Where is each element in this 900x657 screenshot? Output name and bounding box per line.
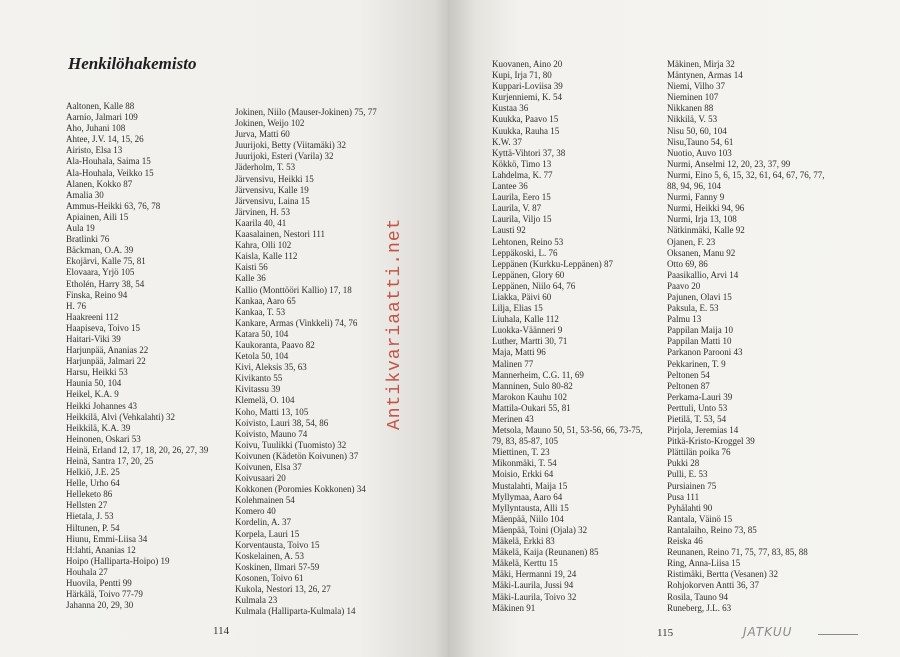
index-entry: Metsola, Mauno 50, 51, 53-56, 66, 73-75, — [492, 425, 643, 436]
index-entry: Kivi, Aleksis 35, 63 — [235, 362, 307, 373]
index-entry: Harjunpää, Jalmari 22 — [66, 356, 146, 367]
index-column-3 — [492, 59, 643, 614]
index-entry: Myllyntausta, Alli 15 — [492, 502, 569, 513]
index-entry: Bäckman, O.A. 39 — [66, 245, 134, 256]
index-entry: Mäkelä, Kerttu 15 — [492, 558, 558, 569]
index-entry: Nurmi, Fanny 9 — [667, 192, 725, 203]
index-entry: Nurmi, Anselmi 12, 20, 23, 37, 99 — [667, 158, 791, 169]
index-entry: 79, 83, 85-87, 105 — [492, 436, 558, 447]
index-entry: Paavo 20 — [667, 280, 701, 291]
index-entry: Heikel, K.A. 9 — [66, 389, 119, 400]
index-entry: Koivisto, Lauri 38, 54, 86 — [235, 417, 329, 428]
index-entry: Jokinen, Niilo (Mauser-Jokinen) 75, 77 — [235, 107, 377, 117]
index-entry: Mattila-Oukari 55, 81 — [492, 402, 571, 413]
index-entry: Paksula, E. 53 — [667, 303, 719, 314]
index-entry: Etholén, Harry 38, 54 — [66, 278, 145, 289]
index-entry: Airisto, Elsa 13 — [66, 145, 123, 156]
index-entry: Mäki, Hermanni 19, 24 — [492, 569, 577, 580]
index-entry: Pajunen, Olavi 15 — [667, 291, 732, 302]
handwritten-note: JATKUU — [743, 625, 793, 639]
index-entry: Pursiainen 75 — [667, 480, 717, 491]
index-entry: Kökkö, Timo 13 — [492, 158, 552, 169]
index-entry: Reiska 46 — [667, 536, 703, 547]
index-entry: Korpela, Lauri 15 — [235, 528, 300, 539]
index-entry: Haakreeni 112 — [66, 311, 119, 322]
watermark-text: Antikvariaatti.net — [385, 217, 405, 430]
index-entry: Leppäkoski, L. 76 — [492, 247, 558, 258]
index-entry: Niemi, Vilho 37 — [667, 81, 726, 92]
index-entry: Aarnio, Jalmari 109 — [66, 112, 138, 123]
index-entry: Ketola 50, 104 — [235, 351, 289, 362]
index-entry: Nikkilä, V. 53 — [667, 114, 718, 125]
index-entry: Laurila, Viljo 15 — [492, 214, 552, 225]
index-entry: Lilja, Elias 15 — [492, 303, 543, 314]
index-entry: Rosila, Tauno 94 — [667, 591, 728, 602]
index-entry: Pukki 28 — [667, 458, 700, 469]
index-entry: Ahtee, J.V. 14, 15, 26 — [66, 134, 144, 145]
index-entry: Mäntynen, Armas 14 — [667, 70, 743, 81]
index-entry: Kahra, Olli 102 — [235, 240, 292, 251]
index-entry: Helkiö, J.E. 25 — [66, 467, 120, 478]
index-entry: Kukola, Nestori 13, 26, 27 — [235, 584, 331, 595]
index-entry: Komero 40 — [235, 506, 276, 517]
index-entry: Koivunen (Kädetön Koivunen) 37 — [235, 450, 359, 461]
index-entry: Mäki-Laurila, Toivo 32 — [492, 591, 577, 602]
index-entry: Härkälä, Toivo 77-79 — [66, 589, 143, 600]
index-entry: Kosonen, Toivo 61 — [235, 572, 304, 583]
index-entry: Nätkinmäki, Kalle 92 — [667, 225, 745, 236]
index-entry: Kuukka, Rauha 15 — [492, 125, 560, 136]
index-entry: Pusa 111 — [667, 491, 700, 502]
page-number-left: 114 — [213, 625, 230, 637]
index-entry: Jahanna 20, 29, 30 — [66, 600, 134, 611]
index-entry: Ring, Anna-Liisa 15 — [667, 558, 741, 569]
index-entry: Pappilan Matti 10 — [667, 336, 732, 347]
index-entry: Aho, Juhani 108 — [66, 123, 126, 134]
index-entry: Kalle 36 — [235, 273, 266, 284]
index-entry: Kuovanen, Aino 20 — [492, 59, 563, 69]
index-entry: Lantee 36 — [492, 181, 528, 192]
index-entry: Kivikanto 55 — [235, 373, 283, 384]
index-entry: Koivu, Tuulikki (Tuomisto) 32 — [235, 439, 347, 450]
index-entry: Korventausta, Toivo 15 — [235, 539, 320, 550]
right-page — [448, 0, 900, 657]
index-entry: Haitari-Viki 39 — [66, 333, 121, 344]
index-entry: Helle, Urho 64 — [66, 478, 120, 489]
index-entry: Haapiseva, Toivo 15 — [66, 322, 140, 333]
index-entry: Harjunpää, Ananias 22 — [66, 345, 149, 356]
index-entry: Kivitassu 39 — [235, 384, 281, 395]
index-entry: Oksanen, Manu 92 — [667, 247, 736, 258]
index-entry: Nurmi, Eino 5, 6, 15, 32, 61, 64, 67, 76, 77, — [667, 169, 825, 180]
index-entry: Lehtonen, Reino 53 — [492, 236, 564, 247]
index-entry: Pietilä, T. 53, 54 — [667, 414, 727, 424]
index-entry: Moisio, Erkki 64 — [492, 469, 554, 480]
index-entry: Kaasalainen, Nestori 111 — [235, 229, 326, 240]
index-entry: Kankare, Armas (Vinkkeli) 74, 76 — [235, 317, 358, 328]
index-entry: Nurmi, Heikki 94, 96 — [667, 203, 745, 214]
index-entry: Aaltonen, Kalle 88 — [66, 101, 135, 111]
index-entry: Juurijoki, Betty (Viitamäki) 32 — [235, 140, 346, 151]
index-entry: Leppänen (Kurkku-Leppänen) 87 — [492, 258, 613, 269]
index-entry: Kulmala 23 — [235, 595, 278, 606]
index-entry: Rantala, Väinö 15 — [667, 513, 733, 524]
index-entry: Klemelä, O. 104 — [235, 395, 295, 406]
index-entry: Malinen 77 — [492, 358, 534, 369]
index-entry: Kupi, Irja 71, 80 — [492, 70, 552, 81]
index-entry: Peltonen 54 — [667, 369, 710, 380]
index-entry: Jäderholm, T. 53 — [235, 162, 296, 173]
index-entry: Amalia 30 — [66, 189, 104, 200]
index-entry: Kankaa, Aaro 65 — [235, 295, 296, 306]
index-entry: Pulli, E. 53 — [667, 469, 708, 480]
index-entry: Heikkilä, K.A. 39 — [66, 422, 131, 433]
index-entry: Ammus-Heikki 63, 76, 78 — [66, 200, 161, 211]
index-entry: Pirjola, Jeremias 14 — [667, 425, 739, 436]
index-entry: Leppänen, Glory 60 — [492, 269, 565, 280]
index-entry: Alanen, Kokko 87 — [66, 178, 133, 189]
index-entry: Kyttä-Vihtori 37, 38 — [492, 147, 566, 158]
index-entry: Perkama-Lauri 39 — [667, 391, 733, 402]
index-entry: Palmu 13 — [667, 314, 702, 325]
index-entry: Mäkelä, Kaija (Reunanen) 85 — [492, 547, 599, 558]
index-entry: Maja, Matti 96 — [492, 347, 546, 358]
index-entry: H. 76 — [66, 300, 86, 311]
index-entry: Houhala 27 — [66, 566, 108, 577]
index-entry: Järvensivu, Heikki 15 — [235, 173, 314, 184]
index-entry: Huovila, Pentti 99 — [66, 578, 132, 589]
index-entry: Ristimäki, Bertta (Vesanen) 32 — [667, 569, 778, 580]
index-entry: Kankaa, T. 53 — [235, 306, 286, 317]
index-entry: Elovaara, Yrjö 105 — [66, 267, 135, 278]
index-entry: Mäkelä, Erkki 83 — [492, 536, 555, 547]
index-entry: Kolehmainen 54 — [235, 495, 295, 506]
index-entry: Kurjenniemi, K. 54 — [492, 92, 562, 103]
index-entry: Järvensivu, Laina 15 — [235, 195, 310, 206]
index-entry: Parkanon Parooni 43 — [667, 347, 743, 358]
index-entry: Juurijoki, Esteri (Varila) 32 — [235, 151, 334, 162]
index-entry: Järvinen, H. 53 — [235, 206, 290, 217]
index-entry: Koskinen, Ilmari 57-59 — [235, 561, 320, 572]
index-entry: Mäki-Laurila, Jussi 94 — [492, 580, 574, 591]
index-entry: Mikonmäki, T. 54 — [492, 458, 557, 469]
index-entry: Hellsten 27 — [66, 500, 108, 511]
index-entry: Heinä, Erland 12, 17, 18, 20, 26, 27, 39 — [66, 444, 209, 455]
index-entry: Heinonen, Oskari 53 — [66, 433, 141, 444]
index-entry: Harsu, Heikki 53 — [66, 367, 128, 378]
index-entry: Helleketo 86 — [66, 489, 113, 500]
index-entry: Myllymaa, Aaro 64 — [492, 491, 563, 502]
index-entry: Liuhala, Kalle 112 — [492, 314, 559, 325]
left-page — [0, 0, 448, 657]
index-entry: Nurmi, Irja 13, 108 — [667, 214, 737, 225]
index-entry: Hoipo (Halliparta-Hoipo) 19 — [66, 555, 170, 566]
index-entry: Luokka-Väänneri 9 — [492, 325, 563, 336]
index-entry: Pitkä-Kristo-Kroggel 39 — [667, 436, 755, 447]
index-entry: Koivisto, Mauno 74 — [235, 428, 308, 439]
index-entry: Nisu,Tauno 54, 61 — [667, 136, 734, 147]
index-entry: Apiainen, Aili 15 — [66, 211, 129, 222]
index-entry: Mannerheim, C.G. 11, 69 — [492, 369, 584, 380]
index-entry: Laurila, Eero 15 — [492, 192, 551, 203]
index-entry: Runeberg, J.L. 63 — [667, 602, 732, 613]
index-entry: Rohjokorven Antti 36, 37 — [667, 580, 759, 591]
page-number-right: 115 — [657, 627, 674, 639]
handwritten-arrow — [818, 634, 858, 635]
index-entry: Bratlinki 76 — [66, 234, 110, 245]
index-entry: Hietala, J. 53 — [66, 511, 114, 522]
index-entry: Nikkanen 88 — [667, 103, 714, 114]
index-entry: Liakka, Päivi 60 — [492, 291, 552, 302]
index-entry: Kaarila 40, 41 — [235, 217, 287, 228]
index-entry: Kustaa 36 — [492, 103, 529, 114]
index-entry: Hiltunen, P. 54 — [66, 522, 120, 533]
index-entry: Miettinen, T. 23 — [492, 447, 550, 458]
index-entry: Nisu 50, 60, 104 — [667, 125, 727, 136]
index-entry: Kaisti 56 — [235, 262, 268, 273]
index-entry: Kordelin, A. 37 — [235, 517, 291, 528]
index-entry: Hiunu, Emmi-Liisa 34 — [66, 533, 148, 544]
page-heading: Henkilöhakemisto — [68, 54, 197, 73]
index-entry: Finska, Reino 94 — [66, 289, 128, 300]
index-entry: Pyhälahti 90 — [667, 502, 713, 513]
index-entry: Kulmala (Halliparta-Kulmala) 14 — [235, 606, 356, 617]
index-entry: Merinen 43 — [492, 414, 534, 424]
index-entry: Manninen, Sulo 80-82 — [492, 380, 573, 391]
index-entry: Ekojärvi, Kalle 75, 81 — [66, 256, 146, 267]
index-column-1 — [66, 101, 208, 611]
index-column-4 — [667, 59, 825, 614]
index-entry: Mäenpää, Toini (Ojala) 32 — [492, 524, 588, 535]
index-entry: Luther, Martti 30, 71 — [492, 336, 568, 347]
index-entry: Nieminen 107 — [667, 92, 719, 103]
index-entry: Lahdelma, K. 77 — [492, 169, 553, 180]
index-entry: Laurila, V. 87 — [492, 203, 542, 214]
index-entry: Koho, Matti 13, 105 — [235, 406, 309, 417]
index-entry: Heinä, Santra 17, 20, 25 — [66, 456, 154, 466]
index-entry: Kuppari-Loviisa 39 — [492, 81, 563, 92]
index-entry: 88, 94, 96, 104 — [667, 181, 721, 192]
index-entry: Mäkinen, Mirja 32 — [667, 59, 735, 69]
index-entry: Mäenpää, Niilo 104 — [492, 513, 564, 524]
index-entry: Marokon Kauhu 102 — [492, 391, 567, 402]
index-entry: Katara 50, 104 — [235, 328, 289, 339]
index-entry: Nuotio, Auvo 103 — [667, 147, 732, 158]
index-entry: Lausti 92 — [492, 225, 526, 236]
index-column-2 — [235, 107, 377, 617]
index-entry: Kaukoranta, Paavo 82 — [235, 339, 315, 350]
index-entry: Koivunen, Elsa 37 — [235, 462, 302, 472]
index-entry: Reunanen, Reino 71, 75, 77, 83, 85, 88 — [667, 547, 808, 558]
index-entry: Leppänen, Niilo 64, 76 — [492, 280, 576, 291]
index-entry: Otto 69, 86 — [667, 258, 708, 269]
index-entry: H:lahti, Ananias 12 — [66, 544, 136, 555]
index-entry: Jurva, Matti 60 — [235, 129, 290, 140]
index-entry: Aula 19 — [66, 223, 95, 234]
index-entry: Kuukka, Paavo 15 — [492, 114, 559, 125]
index-entry: Peltonen 87 — [667, 380, 710, 391]
index-entry: Paasikallio, Arvi 14 — [667, 269, 739, 280]
index-entry: Haunia 50, 104 — [66, 378, 122, 389]
index-entry: K.W. 37 — [492, 136, 522, 147]
index-entry: Pekkarinen, T. 9 — [667, 358, 726, 369]
index-entry: Jokinen, Weijo 102 — [235, 118, 305, 129]
index-entry: Perttuli, Unto 53 — [667, 402, 728, 413]
index-entry: Kokkonen (Poromies Kokkonen) 34 — [235, 484, 366, 495]
index-entry: Ala-Houhala, Veikko 15 — [66, 167, 154, 178]
index-entry: Plättilän poika 76 — [667, 447, 731, 458]
index-entry: Mäkinen 91 — [492, 602, 536, 613]
index-entry: Heikki Johannes 43 — [66, 400, 137, 411]
index-entry: Rantalaiho, Reino 73, 85 — [667, 524, 757, 535]
index-entry: Heikkilä, Alvi (Vehkalahti) 32 — [66, 411, 175, 422]
index-entry: Koskelainen, A. 53 — [235, 550, 304, 561]
index-entry: Kallio (Monttööri Kallio) 17, 18 — [235, 284, 352, 295]
index-entry: Koivusaari 20 — [235, 473, 286, 484]
index-entry: Järvensivu, Kalle 19 — [235, 184, 309, 195]
index-entry: Mustalahti, Maija 15 — [492, 480, 568, 491]
index-entry: Ojanen, F. 23 — [667, 236, 716, 247]
index-entry: Pappilan Maija 10 — [667, 325, 733, 336]
index-entry: Kaisla, Kalle 112 — [235, 251, 298, 262]
index-entry: Ala-Houhala, Saima 15 — [66, 156, 151, 167]
